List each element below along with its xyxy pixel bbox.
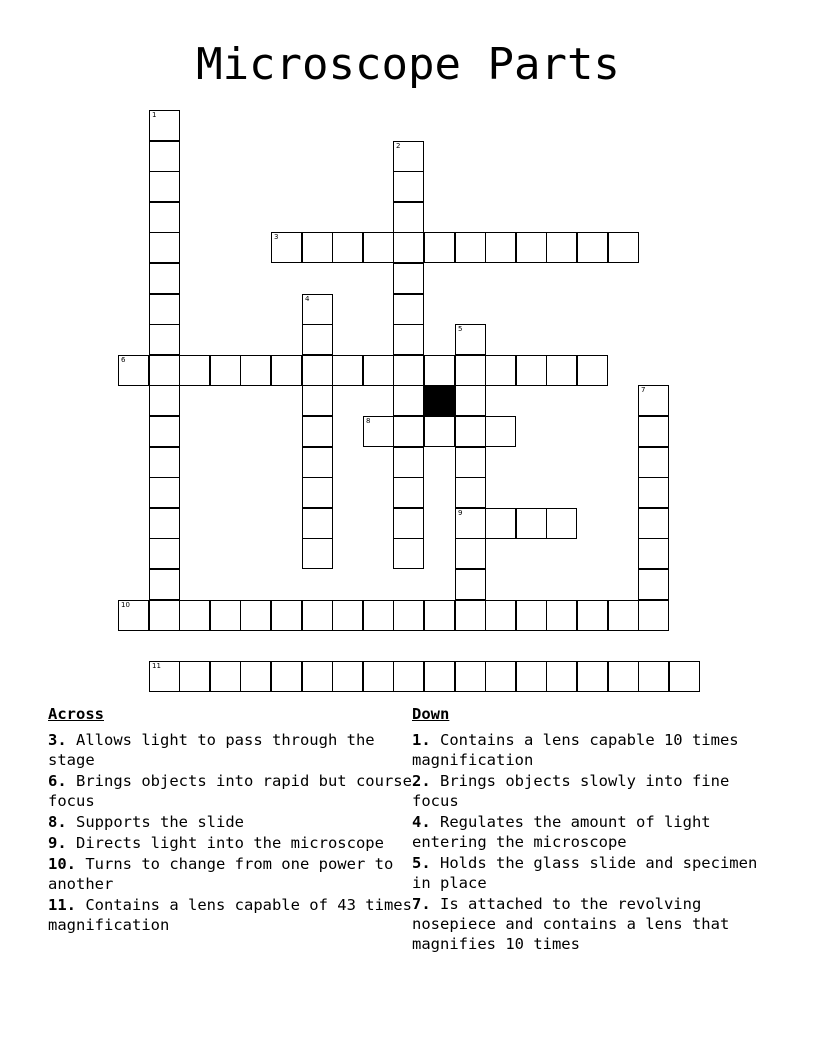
grid-cell[interactable] — [455, 661, 486, 692]
grid-cell[interactable] — [424, 232, 455, 263]
clue-num: 1. — [412, 731, 431, 749]
grid-cell[interactable] — [455, 447, 486, 478]
grid-cell[interactable] — [393, 600, 424, 631]
across-clue — [48, 730, 416, 770]
grid-cell[interactable] — [302, 600, 333, 631]
grid-cell[interactable] — [638, 508, 669, 539]
grid-cell[interactable] — [546, 355, 577, 386]
grid-cell[interactable] — [118, 600, 149, 631]
grid-cell[interactable] — [363, 355, 394, 386]
grid-cell[interactable] — [302, 294, 333, 325]
clue-text: Brings objects into rapid but course focus — [48, 772, 412, 810]
grid-cell[interactable] — [332, 661, 363, 692]
grid-cell[interactable] — [669, 661, 700, 692]
grid-cell[interactable] — [302, 416, 333, 447]
across-clue — [48, 895, 416, 935]
grid-cell[interactable] — [393, 447, 424, 478]
grid-cell[interactable] — [149, 661, 180, 692]
grid-cell[interactable] — [455, 385, 486, 416]
down-clue — [412, 853, 780, 893]
down-heading: Down — [412, 705, 450, 723]
clue-text: Contains a lens capable of 43 times magnification — [48, 896, 412, 934]
grid-cell[interactable] — [302, 355, 333, 386]
grid-cell[interactable] — [271, 661, 302, 692]
across-clue — [48, 812, 416, 832]
grid-cell[interactable] — [516, 355, 547, 386]
grid-cell[interactable] — [393, 538, 424, 569]
grid-cell[interactable] — [638, 569, 669, 600]
grid-cell[interactable] — [302, 324, 333, 355]
down-clue — [412, 771, 780, 811]
down-clue — [412, 894, 780, 954]
clue-number: 7 — [641, 386, 646, 394]
grid-cell[interactable] — [240, 661, 271, 692]
across-clue — [48, 833, 416, 853]
grid-cell[interactable] — [149, 324, 180, 355]
grid-cell[interactable] — [149, 508, 180, 539]
grid-cell[interactable] — [546, 600, 577, 631]
across-clue — [48, 854, 416, 894]
grid-cell[interactable] — [638, 385, 669, 416]
grid-cell[interactable] — [118, 355, 149, 386]
grid-cell[interactable] — [302, 661, 333, 692]
grid-cell[interactable] — [210, 661, 241, 692]
grid-cell[interactable] — [240, 600, 271, 631]
clue-number: 6 — [121, 356, 126, 364]
clue-number: 9 — [458, 509, 463, 517]
grid-cell[interactable] — [516, 508, 547, 539]
grid-cell[interactable] — [302, 477, 333, 508]
clue-text: Allows light to pass through the stage — [48, 731, 375, 769]
clue-number: 1 — [152, 111, 157, 119]
grid-cell[interactable] — [332, 600, 363, 631]
grid-cell[interactable] — [516, 600, 547, 631]
grid-cell[interactable] — [485, 416, 516, 447]
grid-cell[interactable] — [424, 416, 455, 447]
clue-num: 10. — [48, 855, 76, 873]
clue-num: 4. — [412, 813, 431, 831]
clue-text: Brings objects slowly into fine focus — [412, 772, 730, 810]
grid-cell[interactable] — [393, 232, 424, 263]
grid-cell[interactable] — [577, 600, 608, 631]
black-cell — [424, 385, 455, 416]
grid-cell[interactable] — [638, 416, 669, 447]
clue-num: 5. — [412, 854, 431, 872]
grid-cell[interactable] — [516, 232, 547, 263]
grid-cell[interactable] — [149, 477, 180, 508]
down-clue — [412, 730, 780, 770]
grid-cell[interactable] — [455, 232, 486, 263]
across-heading: Across — [48, 705, 104, 723]
grid-cell[interactable] — [638, 538, 669, 569]
grid-cell[interactable] — [546, 661, 577, 692]
clue-num: 6. — [48, 772, 67, 790]
grid-cell[interactable] — [608, 661, 639, 692]
grid-cell[interactable] — [363, 600, 394, 631]
grid-cell[interactable] — [485, 508, 516, 539]
down-clue — [412, 812, 780, 852]
grid-cell[interactable] — [149, 171, 180, 202]
clue-num: 3. — [48, 731, 67, 749]
grid-cell[interactable] — [210, 355, 241, 386]
grid-cell[interactable] — [302, 385, 333, 416]
clue-number: 10 — [121, 601, 130, 609]
grid-cell[interactable] — [455, 508, 486, 539]
grid-cell[interactable] — [393, 263, 424, 294]
clue-num: 11. — [48, 896, 76, 914]
grid-cell[interactable] — [546, 232, 577, 263]
grid-cell[interactable] — [577, 661, 608, 692]
grid-cell[interactable] — [302, 447, 333, 478]
grid-cell[interactable] — [149, 263, 180, 294]
across-clue — [48, 771, 416, 811]
grid-cell[interactable] — [393, 477, 424, 508]
grid-cell[interactable] — [485, 661, 516, 692]
grid-cell[interactable] — [638, 477, 669, 508]
clue-num: 2. — [412, 772, 431, 790]
grid-cell[interactable] — [149, 416, 180, 447]
clue-text: Turns to change from one power to another — [48, 855, 394, 893]
grid-cell[interactable] — [393, 385, 424, 416]
grid-cell[interactable] — [179, 355, 210, 386]
grid-cell[interactable] — [424, 355, 455, 386]
grid-cell[interactable] — [271, 355, 302, 386]
grid-cell[interactable] — [393, 171, 424, 202]
down-clues — [412, 704, 780, 955]
grid-cell[interactable] — [332, 355, 363, 386]
grid-cell[interactable] — [210, 600, 241, 631]
grid-cell[interactable] — [577, 232, 608, 263]
clue-number: 8 — [366, 417, 371, 425]
clue-text: Supports the slide — [76, 813, 244, 831]
clue-number: 4 — [305, 295, 310, 303]
clue-text: Regulates the amount of light entering the microscope — [412, 813, 711, 851]
grid-cell[interactable] — [302, 538, 333, 569]
clue-text: Contains a lens capable 10 times magnification — [412, 731, 739, 769]
grid-cell[interactable] — [302, 508, 333, 539]
grid-cell[interactable] — [455, 355, 486, 386]
grid-cell[interactable] — [363, 661, 394, 692]
clue-num: 7. — [412, 895, 431, 913]
grid-cell[interactable] — [393, 416, 424, 447]
grid-cell[interactable] — [485, 600, 516, 631]
grid-cell[interactable] — [332, 232, 363, 263]
grid-cell[interactable] — [363, 232, 394, 263]
grid-cell[interactable] — [179, 661, 210, 692]
grid-cell[interactable] — [638, 447, 669, 478]
grid-cell[interactable] — [455, 569, 486, 600]
grid-cell[interactable] — [393, 141, 424, 172]
grid-cell[interactable] — [393, 355, 424, 386]
grid-cell[interactable] — [149, 232, 180, 263]
grid-cell[interactable] — [149, 538, 180, 569]
grid-cell[interactable] — [424, 661, 455, 692]
grid-cell[interactable] — [424, 600, 455, 631]
grid-cell[interactable] — [455, 324, 486, 355]
clue-num: 9. — [48, 834, 67, 852]
grid-cell[interactable] — [240, 355, 271, 386]
grid-cell[interactable] — [393, 661, 424, 692]
clue-text: Directs light into the microscope — [76, 834, 384, 852]
across-clues — [48, 704, 416, 936]
grid-cell[interactable] — [638, 600, 669, 631]
grid-cell[interactable] — [363, 416, 394, 447]
grid-cell[interactable] — [485, 232, 516, 263]
grid-cell[interactable] — [179, 600, 210, 631]
grid-cell[interactable] — [455, 600, 486, 631]
grid-cell[interactable] — [455, 416, 486, 447]
grid-cell[interactable] — [393, 294, 424, 325]
grid-cell[interactable] — [516, 661, 547, 692]
grid-cell[interactable] — [149, 600, 180, 631]
grid-cell[interactable] — [149, 141, 180, 172]
grid-cell[interactable] — [149, 569, 180, 600]
clue-number: 2 — [396, 142, 401, 150]
grid-cell[interactable] — [149, 202, 180, 233]
grid-cell[interactable] — [271, 232, 302, 263]
grid-cell[interactable] — [149, 355, 180, 386]
grid-cell[interactable] — [455, 538, 486, 569]
grid-cell[interactable] — [638, 661, 669, 692]
page-title: Microscope Parts — [196, 39, 620, 90]
grid-cell[interactable] — [149, 385, 180, 416]
clue-text: Is attached to the revolving nosepiece and contains a lens that magnifies 10 times — [412, 895, 730, 953]
grid-cell[interactable] — [608, 600, 639, 631]
grid-cell[interactable] — [393, 324, 424, 355]
grid-cell[interactable] — [393, 202, 424, 233]
clue-number: 11 — [152, 662, 161, 670]
grid-cell[interactable] — [149, 447, 180, 478]
grid-cell[interactable] — [546, 508, 577, 539]
grid-cell[interactable] — [485, 355, 516, 386]
grid-cell[interactable] — [149, 294, 180, 325]
clue-number: 3 — [274, 233, 279, 241]
clue-num: 8. — [48, 813, 67, 831]
grid-cell[interactable] — [577, 355, 608, 386]
grid-cell[interactable] — [455, 477, 486, 508]
grid-cell[interactable] — [393, 508, 424, 539]
grid-cell[interactable] — [149, 110, 180, 141]
grid-cell[interactable] — [271, 600, 302, 631]
grid-cell[interactable] — [302, 232, 333, 263]
clue-text: Holds the glass slide and specimen in place — [412, 854, 758, 892]
clue-number: 5 — [458, 325, 463, 333]
grid-cell[interactable] — [608, 232, 639, 263]
